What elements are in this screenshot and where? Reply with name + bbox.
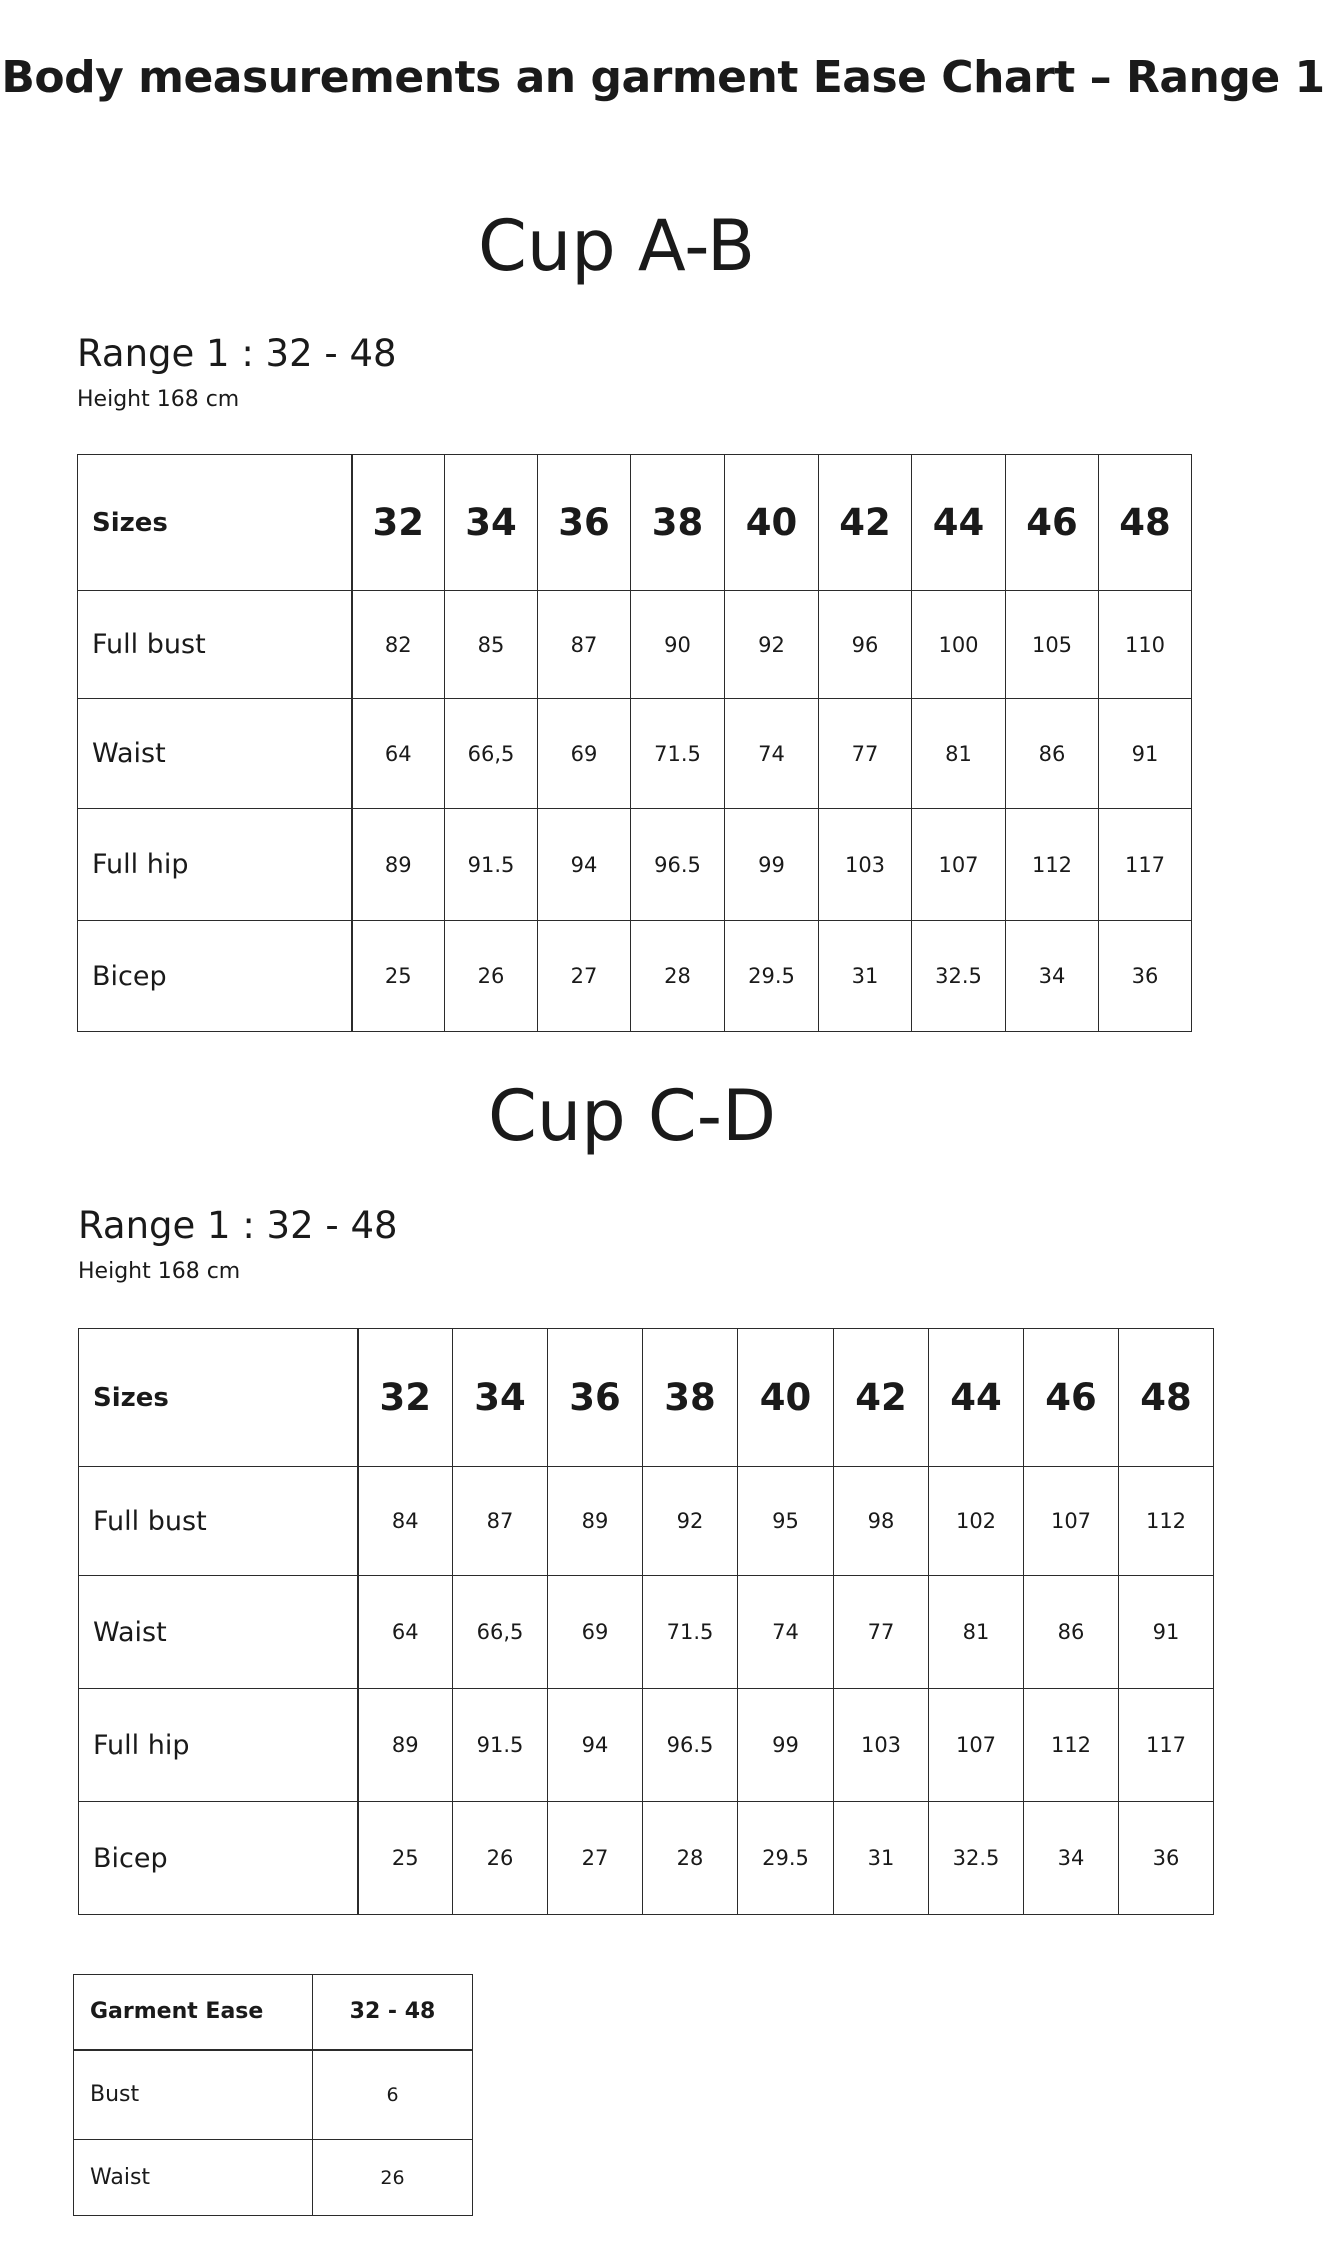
table-cell: 32.5 (912, 921, 1006, 1032)
table-header-row (78, 455, 1192, 591)
table-cell: 84 (358, 1467, 453, 1576)
row-label: Full bust (78, 591, 352, 699)
size-header: 46 (1006, 455, 1099, 591)
table-cell: 112 (1119, 1467, 1214, 1576)
table-cell: 96 (819, 591, 912, 699)
table-cell: 91 (1119, 1576, 1214, 1689)
table-cell: 28 (631, 921, 725, 1032)
table-cell: 34 (1024, 1802, 1119, 1915)
table-cell: 85 (445, 591, 538, 699)
row-label: Full hip (79, 1689, 358, 1802)
table-cell: 96.5 (643, 1689, 738, 1802)
table-cell: 25 (358, 1802, 453, 1915)
table-cell: 91 (1099, 699, 1192, 809)
table-cell: 99 (725, 809, 819, 921)
table-cell: 82 (352, 591, 445, 699)
page-title: Body measurements an garment Ease Chart – Range 1 (1, 52, 1325, 103)
table-row (78, 591, 1192, 699)
table-cell: 66,5 (445, 699, 538, 809)
table-cell: 107 (929, 1689, 1024, 1802)
ease-range-header: 32 - 48 (313, 1975, 473, 2050)
size-header: 38 (631, 455, 725, 591)
table-cell: 31 (834, 1802, 929, 1915)
table-cell: 96.5 (631, 809, 725, 921)
row-label: Full bust (79, 1467, 358, 1576)
table-cell: 74 (725, 699, 819, 809)
table-cell: 69 (538, 699, 631, 809)
table-cell: 28 (643, 1802, 738, 1915)
table-cell: 117 (1119, 1689, 1214, 1802)
table-cell: 27 (538, 921, 631, 1032)
table-cell: 102 (929, 1467, 1024, 1576)
table-cell: 77 (819, 699, 912, 809)
table-cell: 90 (631, 591, 725, 699)
table-cell: 107 (912, 809, 1006, 921)
size-header: 32 (358, 1329, 453, 1467)
table-cell: 86 (1006, 699, 1099, 809)
table-cell: 77 (834, 1576, 929, 1689)
table-cell: 29.5 (738, 1802, 834, 1915)
size-header: 46 (1024, 1329, 1119, 1467)
table-row (79, 1802, 1214, 1915)
sizes-header: Sizes (79, 1329, 358, 1467)
table-row (78, 699, 1192, 809)
table-cell: 103 (834, 1689, 929, 1802)
table-cell: 87 (453, 1467, 548, 1576)
row-label: Bust (74, 2050, 313, 2140)
table-cell: 71.5 (631, 699, 725, 809)
table-header-row (79, 1329, 1214, 1467)
table-row (74, 2140, 473, 2216)
table-cell: 98 (834, 1467, 929, 1576)
table-row (79, 1689, 1214, 1802)
cup-title-cd: Cup C-D (488, 1075, 776, 1157)
garment-ease-table (73, 1974, 473, 2216)
table-cell: 69 (548, 1576, 643, 1689)
range-title-ab: Range 1 : 32 - 48 (77, 332, 397, 375)
table-cell: 110 (1099, 591, 1192, 699)
range-title-cd: Range 1 : 32 - 48 (78, 1204, 398, 1247)
table-cell: 87 (538, 591, 631, 699)
size-table-cup-ab (77, 454, 1192, 1032)
table-cell: 81 (929, 1576, 1024, 1689)
size-header: 42 (834, 1329, 929, 1467)
table-row (79, 1467, 1214, 1576)
row-label: Waist (79, 1576, 358, 1689)
table-cell: 112 (1024, 1689, 1119, 1802)
table-row (78, 921, 1192, 1032)
table-cell: 86 (1024, 1576, 1119, 1689)
row-label: Bicep (78, 921, 352, 1032)
table-cell: 81 (912, 699, 1006, 809)
table-cell: 103 (819, 809, 912, 921)
table-cell: 112 (1006, 809, 1099, 921)
size-header: 42 (819, 455, 912, 591)
table-cell: 26 (453, 1802, 548, 1915)
size-header: 38 (643, 1329, 738, 1467)
table-cell: 94 (548, 1689, 643, 1802)
height-note-cd: Height 168 cm (78, 1259, 241, 1284)
size-header: 48 (1099, 455, 1192, 591)
table-cell: 89 (548, 1467, 643, 1576)
height-note-ab: Height 168 cm (77, 387, 240, 412)
size-header: 44 (929, 1329, 1024, 1467)
table-cell: 117 (1099, 809, 1192, 921)
size-header: 36 (548, 1329, 643, 1467)
size-header: 34 (453, 1329, 548, 1467)
table-cell: 100 (912, 591, 1006, 699)
table-cell: 36 (1119, 1802, 1214, 1915)
table-cell: 107 (1024, 1467, 1119, 1576)
row-label: Bicep (79, 1802, 358, 1915)
size-header: 40 (738, 1329, 834, 1467)
table-cell: 25 (352, 921, 445, 1032)
size-header: 32 (352, 455, 445, 591)
table-row (78, 809, 1192, 921)
table-row (74, 2050, 473, 2140)
table-cell: 71.5 (643, 1576, 738, 1689)
table-cell: 89 (358, 1689, 453, 1802)
table-cell: 89 (352, 809, 445, 921)
table-cell: 64 (352, 699, 445, 809)
size-header: 48 (1119, 1329, 1214, 1467)
size-header: 34 (445, 455, 538, 591)
table-cell: 74 (738, 1576, 834, 1689)
sizes-header: Sizes (78, 455, 352, 591)
table-cell: 36 (1099, 921, 1192, 1032)
table-cell: 27 (548, 1802, 643, 1915)
table-cell: 95 (738, 1467, 834, 1576)
table-cell: 29.5 (725, 921, 819, 1032)
row-label: Waist (78, 699, 352, 809)
table-cell: 6 (313, 2050, 473, 2140)
table-header-row (74, 1975, 473, 2050)
size-header: 44 (912, 455, 1006, 591)
table-row (79, 1576, 1214, 1689)
garment-ease-header: Garment Ease (74, 1975, 313, 2050)
table-cell: 91.5 (453, 1689, 548, 1802)
table-cell: 105 (1006, 591, 1099, 699)
table-cell: 94 (538, 809, 631, 921)
table-cell: 64 (358, 1576, 453, 1689)
size-table-cup-cd (78, 1328, 1214, 1915)
table-cell: 34 (1006, 921, 1099, 1032)
table-cell: 66,5 (453, 1576, 548, 1689)
table-cell: 99 (738, 1689, 834, 1802)
size-header: 40 (725, 455, 819, 591)
table-cell: 26 (445, 921, 538, 1032)
cup-title-ab: Cup A-B (478, 205, 756, 287)
table-cell: 92 (725, 591, 819, 699)
table-cell: 91.5 (445, 809, 538, 921)
table-cell: 32.5 (929, 1802, 1024, 1915)
size-header: 36 (538, 455, 631, 591)
table-cell: 92 (643, 1467, 738, 1576)
row-label: Waist (74, 2140, 313, 2216)
row-label: Full hip (78, 809, 352, 921)
table-cell: 26 (313, 2140, 473, 2216)
table-cell: 31 (819, 921, 912, 1032)
